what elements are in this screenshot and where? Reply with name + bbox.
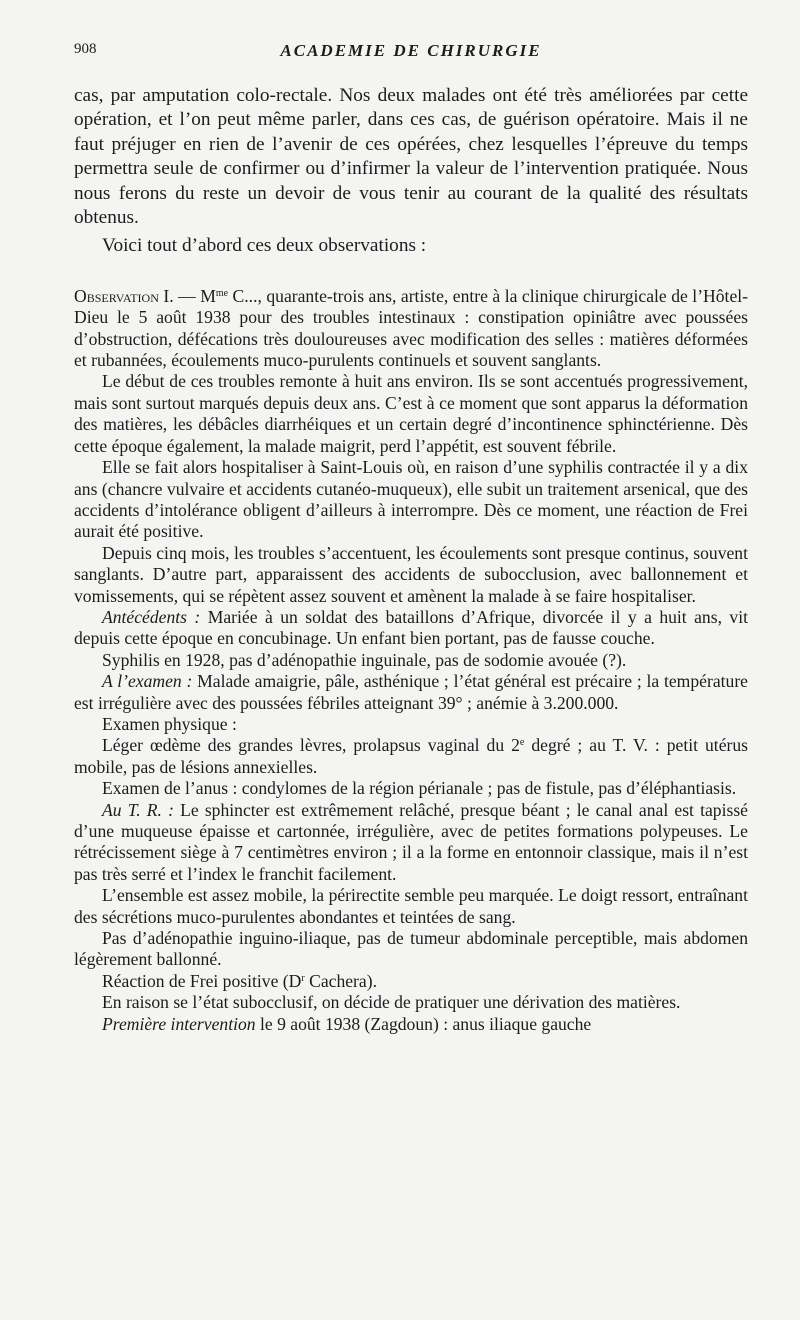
paragraph: Première intervention le 9 août 1938 (Zagdoun) : anus iliaque gauche bbox=[102, 1013, 592, 1034]
observation-intro: Observation I. — $M^{me}$ C..., quarante-trois ans, artiste, entre à la clinique chirurgicale de l’Hôtel-Dieu le 5 août 1938 pour des troubles intestinaux : constipation opiniâtre avec poussées d’obstruction, défécations très douloureuses avec modification des selles : matières déformées et rubannées, écoulements muco-purulents continuels et souvent sanglants. bbox=[74, 285, 749, 371]
paragraph: L’ensemble est assez mobile, la périrectite semble peu marquée. Le doigt ressort, entraînant des sécrétions muco-purulentes abondantes et teintées de sang. bbox=[74, 885, 748, 927]
paragraph: Elle se fait alors hospitaliser à Saint-Louis où, en raison d’une syphilis contractée il y a dix ans (chancre vulvaire et accidents cutanéo-muqueux), elle subit un traitement arsenical, que des accidents d’intolérance obligent d’ailleurs à interrompre. Dès ce moment, une réaction de Frei aurait été positive. bbox=[74, 457, 748, 542]
paragraph: Antécédents : Mariée à un soldat des bataillons d’Afrique, divorcée il y a huit ans, vit depuis cette époque en concubinage. Un enfant bien portant, pas de fausse couche. bbox=[74, 606, 748, 649]
paragraph: Léger œdème des grandes lèvres, prolapsus vaginal du 2e degré ; au T. V. : petit utérus mobile, pas de lésions annexielles. bbox=[74, 735, 748, 777]
paragraph: Depuis cinq mois, les troubles s’accentuent, les écoulements sont presque continus, souvent sanglants. D’autre part, apparaissent des accidents de subocclusion, avec ballonnement et vomissements, qui se répètent assez souvent et amènent la malade à se faire hospitaliser. bbox=[74, 542, 748, 606]
paragraph: cas, par amputation colo-rectale. Nos deux malades ont été très améliorées par cette opération, et l’on peut même parler, dans ces cas, de guérison opératoire. Mais il ne faut préjuger en rien de l’avenir de ces opérées, chez lesquelles l’épreuve du temps permettra seule de confirmer ou d’infirmer la valeur de l’intervention pratiquée. Nous nous ferons du reste un devoir de vous tenir au courant de la qualité des résultats obtenus. bbox=[74, 85, 748, 229]
page-header bbox=[74, 41, 748, 65]
paragraph: Au T. R. : Le sphincter est extrêmement relâché, presque béant ; le canal anal est tapissé d’une muqueuse épaisse et cartonnée, irrégulière, avec de petites formations polypeuses. Le rétrécissement siège à 7 centimètres environ ; il a la forme en entonnoir classique, mais il n’est pas très serré et l’index le franchit facilement. bbox=[74, 799, 748, 884]
paragraph: Pas d’adénopathie inguino-iliaque, pas de tumeur abdominale perceptible, mais abdomen légèrement ballonné. bbox=[74, 928, 748, 970]
section-label: Antécédents : bbox=[102, 606, 201, 627]
paragraph: Syphilis en 1928, pas d’adénopathie inguinale, pas de sodomie avouée (?). bbox=[102, 649, 627, 670]
observation-section bbox=[74, 286, 748, 1035]
paragraph: Examen de l’anus : condylomes de la région périanale ; pas de fistule, pas d’éléphantiasis. bbox=[102, 778, 737, 799]
paragraph: Le début de ces troubles remonte à huit ans environ. Ils se sont accentués progressivement, mais sont surtout marqués depuis deux ans. C’est à ce moment que sont apparus la déformation des matières, les débâcles diarrhéiques et un certain degré d’incontinence sphinctérienne. Dès cette époque également, la malade maigrit, perd l’appétit, est souvent fébrile. bbox=[74, 371, 748, 456]
section-label: Première intervention bbox=[102, 1013, 256, 1034]
observation-label: Observation I. bbox=[74, 285, 174, 306]
intro-section bbox=[74, 84, 748, 259]
page-number: 908 bbox=[74, 41, 97, 57]
section-label: Au T. R. : bbox=[102, 799, 174, 820]
paragraph: Examen physique : bbox=[102, 713, 237, 734]
page-body bbox=[74, 84, 748, 1035]
running-title: ACADEMIE DE CHIRURGIE bbox=[280, 41, 542, 60]
paragraph: Voici tout d’abord ces deux observations : bbox=[102, 235, 427, 257]
paragraph: En raison se l’état subocclusif, on décide de pratiquer une dérivation des matières. bbox=[102, 992, 681, 1013]
paragraph: A l’examen : Malade amaigrie, pâle, asthénique ; l’état général est précaire ; la température est irrégulière avec des poussées fébriles atteignant 39° ; anémie à 3.200.000. bbox=[74, 671, 748, 713]
paragraph: Réaction de Frei positive ($D^r$ Cachera). bbox=[102, 970, 377, 991]
section-label: A l’examen : bbox=[102, 671, 193, 692]
